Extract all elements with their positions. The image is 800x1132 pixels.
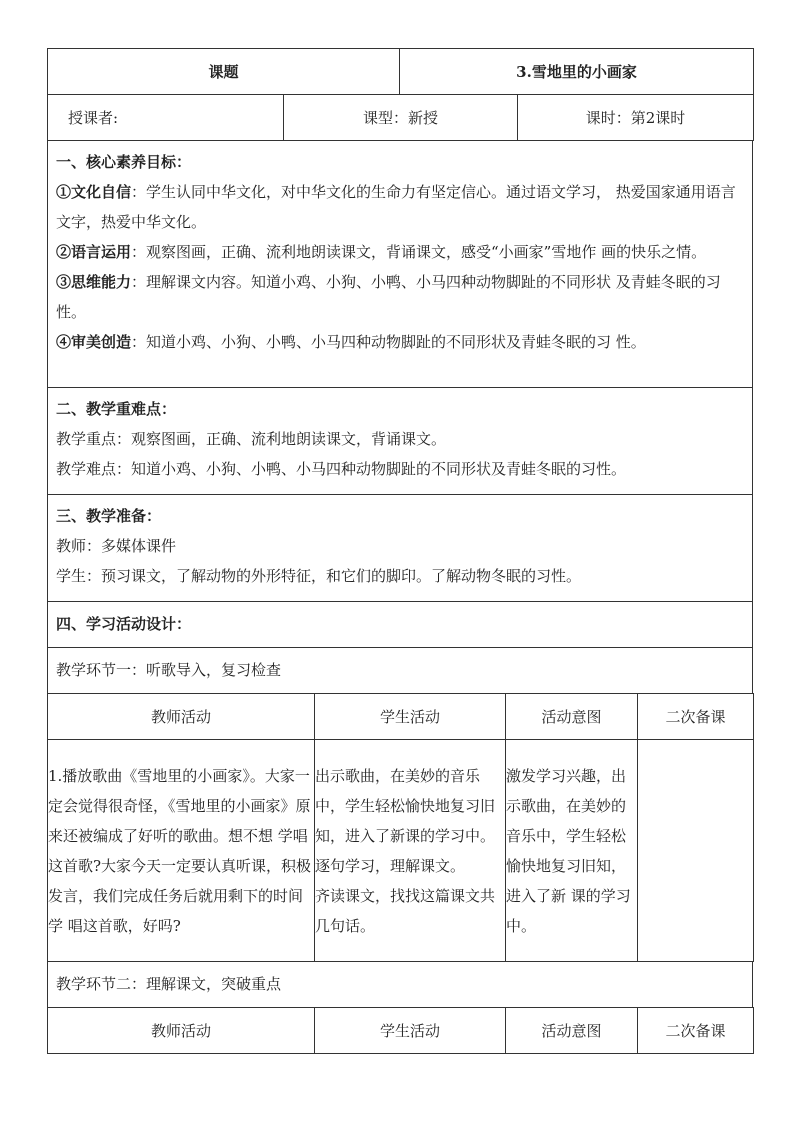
phase2-title-row xyxy=(47,961,753,1008)
phase-title: 教学环节二：理解课文，突破重点 xyxy=(56,975,282,993)
topic-value: 3.雪地里的小画家 xyxy=(400,49,754,95)
teacher-activity: 1.播放歌曲《雪地里的小画家》。大家一定会觉得很奇怪，《雪地里的小画家》原来还被编成了好听的歌曲。想不想 学唱这首歌?大家今天一定要认真听课，积极发言，我们完成任务后就用剩下的时间学 唱这首歌，好吗? xyxy=(48,740,315,962)
section-activities xyxy=(47,601,753,694)
header-table xyxy=(47,48,754,95)
info-table xyxy=(47,94,754,141)
col-student: 学生活动 xyxy=(315,694,506,740)
col-student: 学生活动 xyxy=(315,1008,506,1054)
lesson-type: 课型：新授 xyxy=(284,95,518,141)
goal-item: ②语言运用：观察图画，正确、流利地朗读课文，背诵课文，感受“小画家”雪地作 画的快乐之情。 xyxy=(56,243,707,261)
activity-intent: 激发学习兴趣，出示歌曲，在美妙的音乐中，学生轻松愉快地复习旧知，进入了新 课的学习中。 xyxy=(506,740,638,962)
col-second: 二次备课 xyxy=(638,694,754,740)
goal-item: ④审美创造：知道小鸡、小狗、小鸭、小马四种动物脚趾的不同形状及青蛙冬眠的习 性。 xyxy=(56,333,646,351)
section-keypoints xyxy=(47,387,753,495)
student-prep: 学生：预习课文，了解动物的外形特征，和它们的脚印。了解动物冬眠的习性。 xyxy=(56,567,582,585)
col-teacher: 教师活动 xyxy=(48,1008,315,1054)
difficult-point: 教学难点：知道小鸡、小狗、小鸭、小马四种动物脚趾的不同形状及青蛙冬眠的习性。 xyxy=(56,460,627,478)
section-title: 二、教学重难点： xyxy=(56,400,177,418)
col-intent: 活动意图 xyxy=(506,694,638,740)
lesson-period: 课时：第2课时 xyxy=(518,95,754,141)
phase2-table xyxy=(47,1007,754,1054)
section-preparation xyxy=(47,494,753,602)
phase-title: 教学环节一：听歌导入，复习检查 xyxy=(56,661,282,679)
second-prep xyxy=(638,740,754,962)
topic-label: 课题 xyxy=(48,49,400,95)
col-second: 二次备课 xyxy=(638,1008,754,1054)
teacher-cell: 授课者: xyxy=(48,95,284,141)
section-title: 一、核心素养目标： xyxy=(56,153,192,171)
section-goals xyxy=(47,140,753,388)
phase1-table xyxy=(47,693,754,962)
col-teacher: 教师活动 xyxy=(48,694,315,740)
section-title: 四、学习活动设计： xyxy=(56,615,192,633)
goal-item: ①文化自信：学生认同中华文化，对中华文化的生命力有坚定信心。通过语文学习， 热爱国家通用语言文字，热爱中华文化。 xyxy=(56,183,736,231)
section-title: 三、教学准备： xyxy=(56,507,162,525)
col-intent: 活动意图 xyxy=(506,1008,638,1054)
teacher-prep: 教师：多媒体课件 xyxy=(56,537,177,555)
lesson-plan xyxy=(47,48,753,1054)
key-point: 教学重点：观察图画，正确、流利地朗读课文，背诵课文。 xyxy=(56,430,447,448)
student-activity: 出示歌曲，在美妙的音乐中，学生轻松愉快地复习旧知，进入了新课的学习中。 逐句学习，理解课文。 齐读课文，找找这篇课文共几句话。 xyxy=(315,740,506,962)
goal-item: ③思维能力：理解课文内容。知道小鸡、小狗、小鸭、小马四种动物脚趾的不同形状 及青蛙冬眠的习性。 xyxy=(56,273,721,321)
